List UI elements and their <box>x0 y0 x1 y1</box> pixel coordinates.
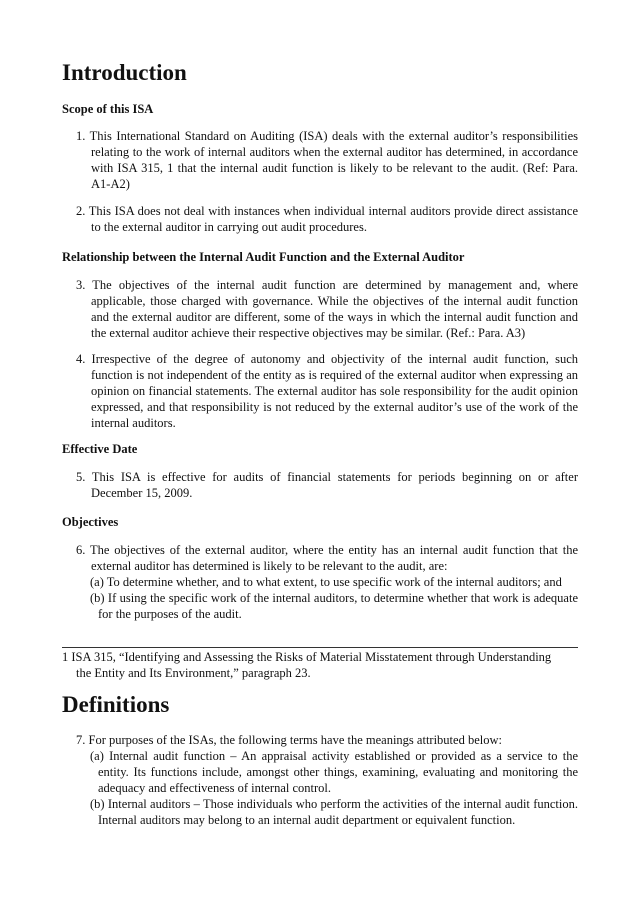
objectives-heading: Objectives <box>62 515 119 529</box>
paragraph-4-text: 4. Irrespective of the degree of autonomy and objectivity of the internal audit function, such function is not independent of the entity as is required of the external auditor when expressing an opinion on financial statements. The external auditor has sole responsibility for the audit opinion expressed, and that responsibility is not reduced by the external auditor’s use of the work of the internal auditors. <box>76 352 578 430</box>
paragraph-2 <box>76 203 578 235</box>
paragraph-3-text: 3. The objectives of the internal audit function are determined by management and, where applicable, those charged with governance. While the objectives of the internal audit function and the external auditor are different, some of the ways in which the internal audit function and the external auditor achieve their respective objectives may be similar. (Ref.: Para. A3) <box>76 278 578 340</box>
footnote-line-2: the Entity and Its Environment,” paragraph 23. <box>76 666 311 680</box>
effective-date-heading: Effective Date <box>62 442 138 456</box>
paragraph-6 <box>76 542 578 622</box>
paragraph-6-text: 6. The objectives of the external auditor, where the entity has an internal audit function that the external auditor has determined is likely to be relevant to the audit, are: <box>76 543 578 573</box>
footnote-line-1: 1 ISA 315, “Identifying and Assessing the Risks of Material Misstatement through Understanding <box>62 650 552 664</box>
paragraph-2-text: 2. This ISA does not deal with instances when individual internal auditors provide direct assistance to the external auditor in carrying out audit procedures. <box>76 204 578 234</box>
paragraph-3 <box>76 277 578 341</box>
paragraph-5-text: 5. This ISA is effective for audits of financial statements for periods beginning on or after December 15, 2009. <box>76 470 578 500</box>
relationship-heading: Relationship between the Internal Audit Function and the External Auditor <box>62 250 465 264</box>
scope-heading: Scope of this ISA <box>62 102 154 116</box>
paragraph-7 <box>76 732 578 828</box>
paragraph-4 <box>76 351 578 431</box>
paragraph-6a-text: (a) To determine whether, and to what extent, to use specific work of the internal auditors; and <box>90 575 562 589</box>
paragraph-7-text: 7. For purposes of the ISAs, the following terms have the meanings attributed below: <box>76 733 502 747</box>
paragraph-1 <box>76 128 578 192</box>
introduction-heading: Introduction <box>62 60 187 85</box>
footnote <box>62 649 578 681</box>
paragraph-7b-text: (b) Internal auditors – Those individuals who perform the activities of the internal audit function. Internal auditors may belong to an internal audit department or equivalent function. <box>90 797 578 827</box>
footnote-divider <box>62 647 578 648</box>
paragraph-5 <box>76 469 578 501</box>
paragraph-7a-text: (a) Internal audit function – An appraisal activity established or provided as a service to the entity. Its functions include, amongst other things, examining, evaluating and monitoring the adequacy and effectiveness of internal control. <box>90 749 578 795</box>
paragraph-1-text: 1. This International Standard on Auditing (ISA) deals with the external auditor’s responsibilities relating to the work of internal auditors when the external auditor has determined, in accordance with ISA 315, 1 that the internal audit function is likely to be relevant to the audit. (Ref: Para. A1-A2) <box>76 129 578 191</box>
paragraph-6b-text: (b) If using the specific work of the internal auditors, to determine whether that work is adequate for the purposes of the audit. <box>90 591 578 621</box>
definitions-heading: Definitions <box>62 692 170 717</box>
